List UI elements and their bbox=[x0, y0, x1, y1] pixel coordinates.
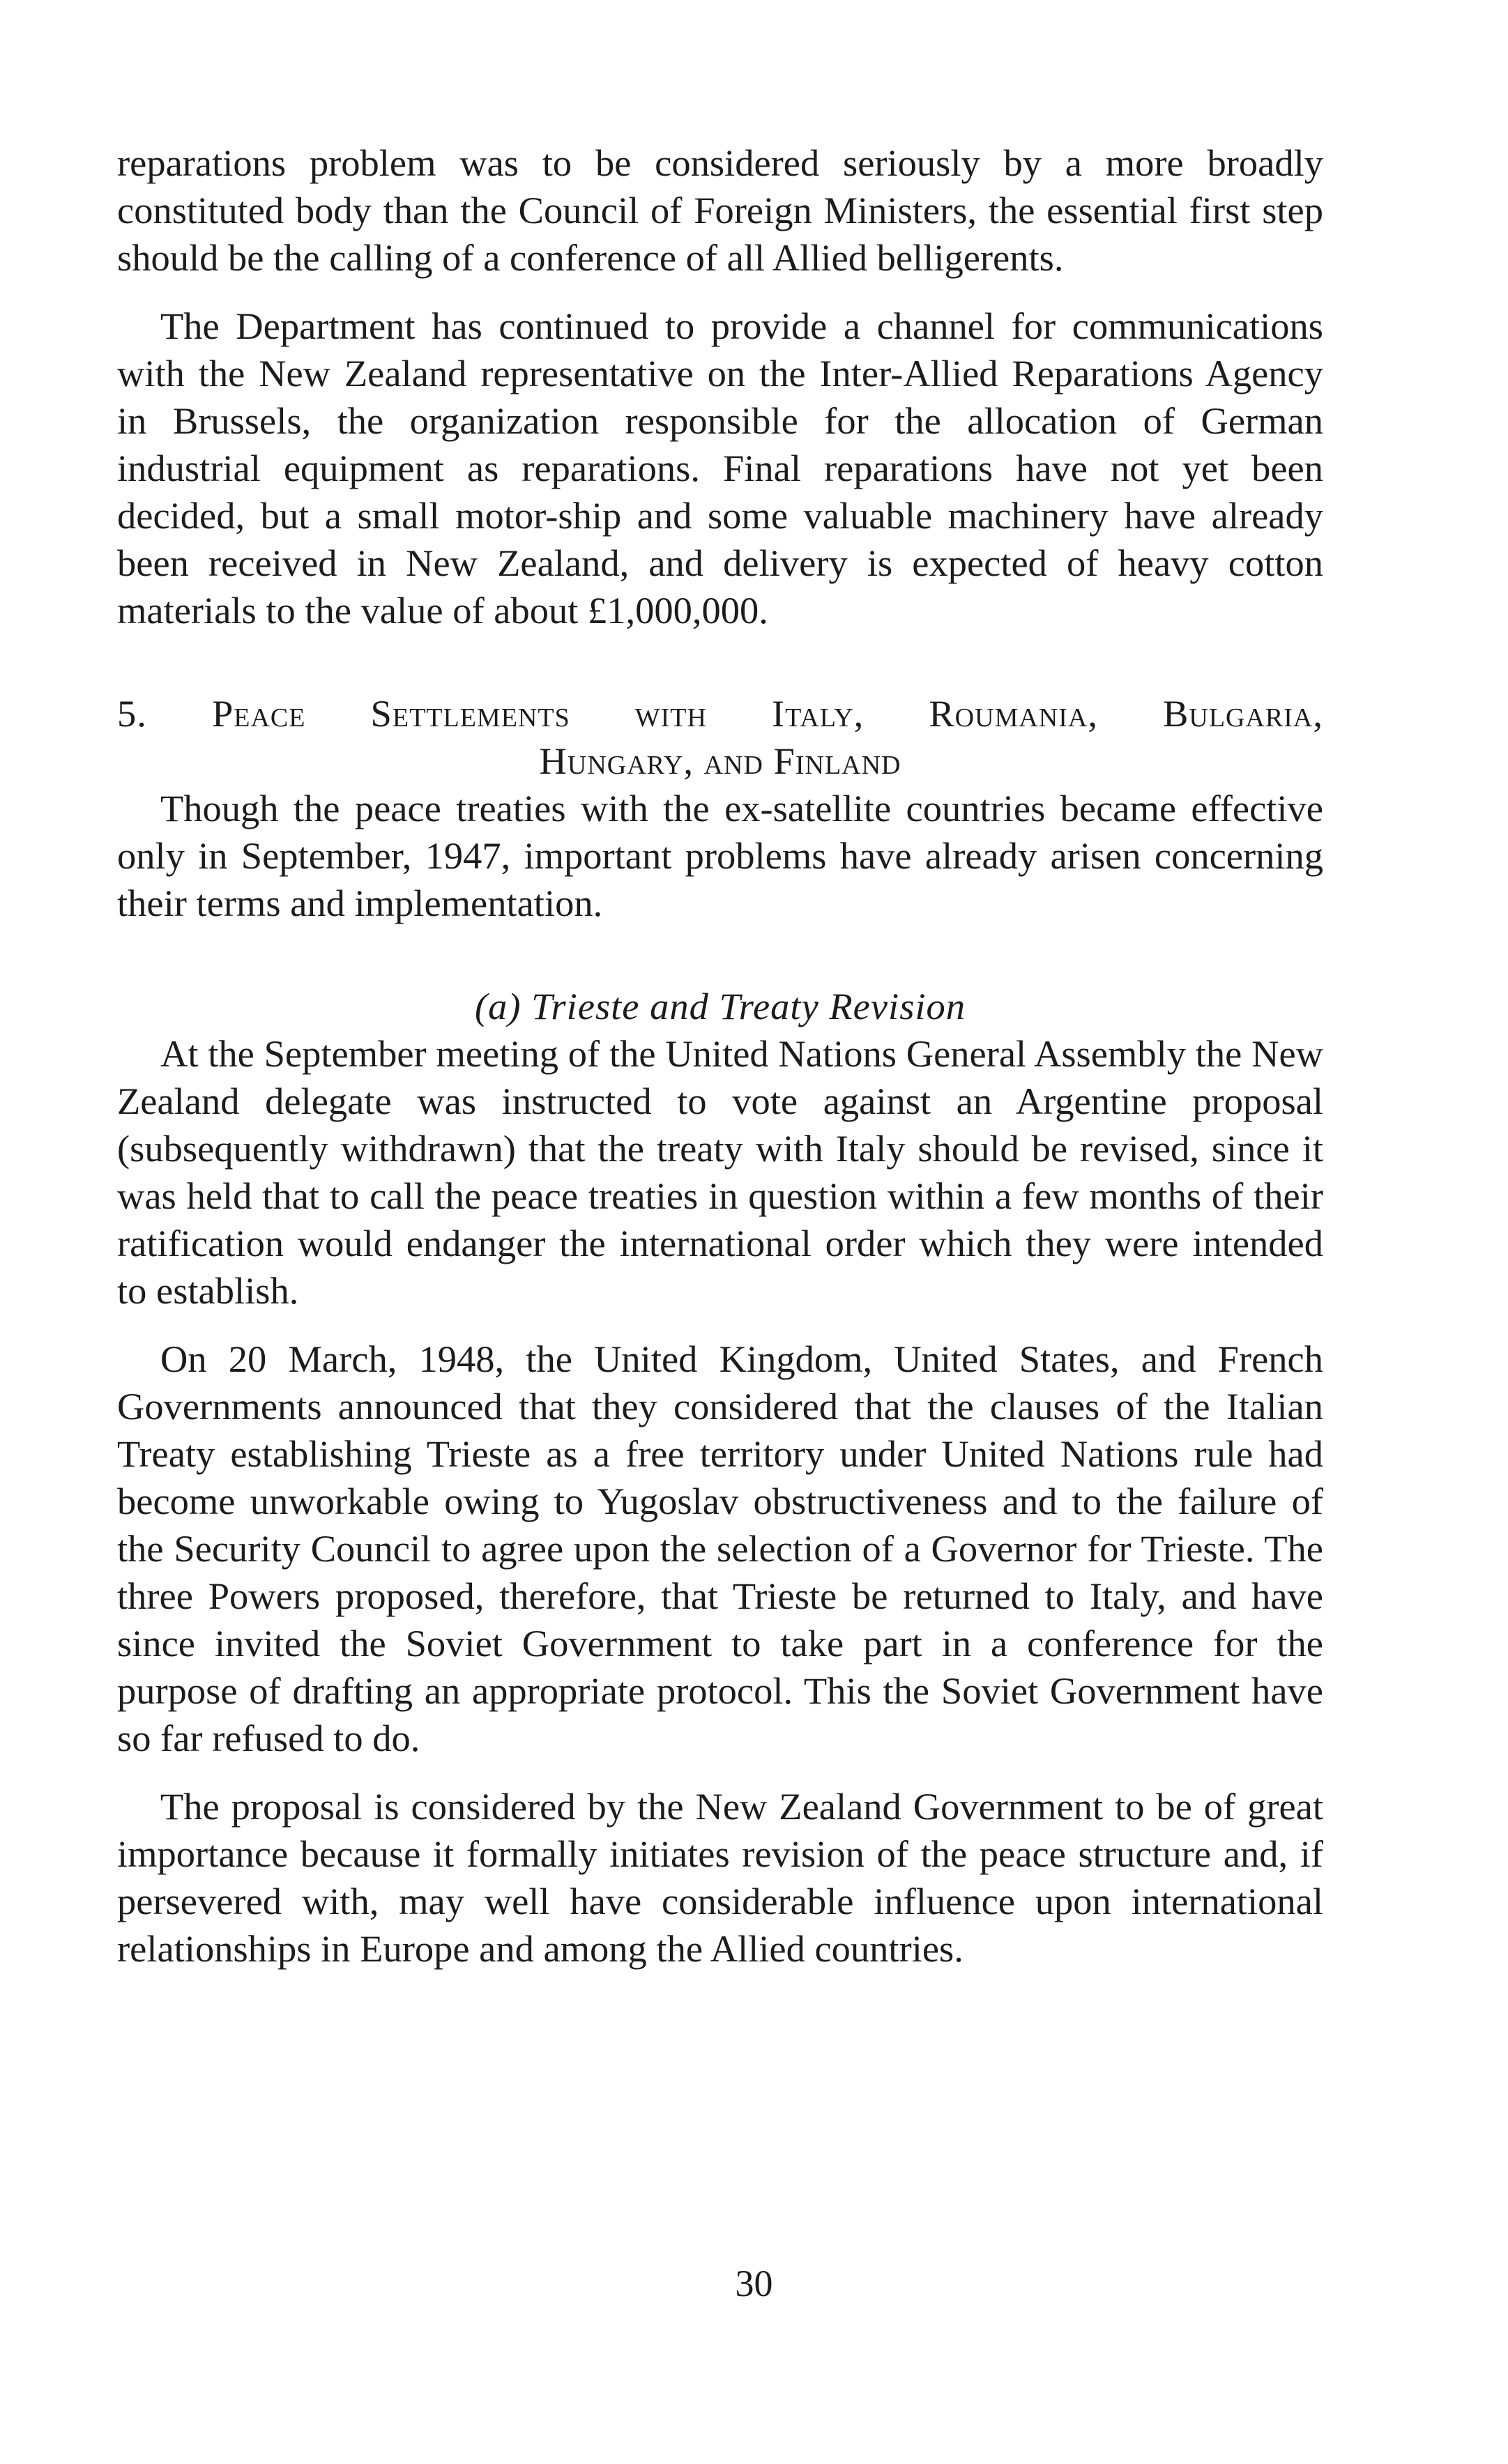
section-heading-continued: Hungary, and Finland bbox=[539, 740, 901, 782]
paragraph-general-assembly: At the September meeting of the United Nations General Assembly the New Zealand delegate was instructed to vote against an Argentine proposal (subsequently withdrawn) that the treaty with Italy should be revised, since it was held that to call the peace treaties in question within a few months of their ratification would endanger the international order which they were intended to establish. bbox=[117, 1032, 1323, 1312]
paragraph-reparations-continued: reparations problem was to be considered seriously by a more broadly constituted body than the Council of Foreign Ministers, the essential first step should be the calling of a conference of all Allied belligerents. bbox=[117, 141, 1323, 279]
page-number: 30 bbox=[735, 2263, 773, 2304]
paragraph-peace-treaties-intro: Though the peace treaties with the ex-satellite countries became effective only in September, 1947, important problems have already arisen concerning their terms and implementation. bbox=[117, 787, 1323, 924]
paragraph-inter-allied-reparations: The Department has continued to provide a channel for communications with the New Zealand representative on the Inter-Allied Reparations Agency in Brussels, the organization responsible for the allocation of German industrial equipment as reparations. Final reparations have not yet been decided, but a small motor-ship and some valuable machinery have already been received in New Zealand, and delivery is expected of heavy cotton materials to the value of about £1,000,000. bbox=[117, 305, 1323, 632]
document-page bbox=[117, 139, 1323, 1973]
paragraph-nz-government-view: The proposal is considered by the New Zealand Government to be of great importance because it formally initiates revision of the peace structure and, if persevered with, may well have considerable influence upon international relationships in Europe and among the Allied countries. bbox=[117, 1785, 1323, 1970]
subheading-trieste: (a) Trieste and Treaty Revision bbox=[474, 985, 966, 1027]
paragraph-trieste-announcement: On 20 March, 1948, the United Kingdom, United States, and French Governments announced that they considered that the clauses of the Italian Treaty establishing Trieste as a free territory under United Nations rule had become unworkable owing to Yugoslav obstructiveness and to the failure of the Security Council to agree upon the selection of a Governor for Trieste. The three Powers proposed, therefore, that Trieste be returned to Italy, and have since invited the Soviet Government to take part in a conference for the purpose of drafting an appropriate protocol. This the Soviet Government have so far refused to do. bbox=[117, 1338, 1323, 1759]
section-heading: 5. Peace Settlements with Italy, Roumania, Bulgaria, bbox=[117, 692, 1323, 735]
